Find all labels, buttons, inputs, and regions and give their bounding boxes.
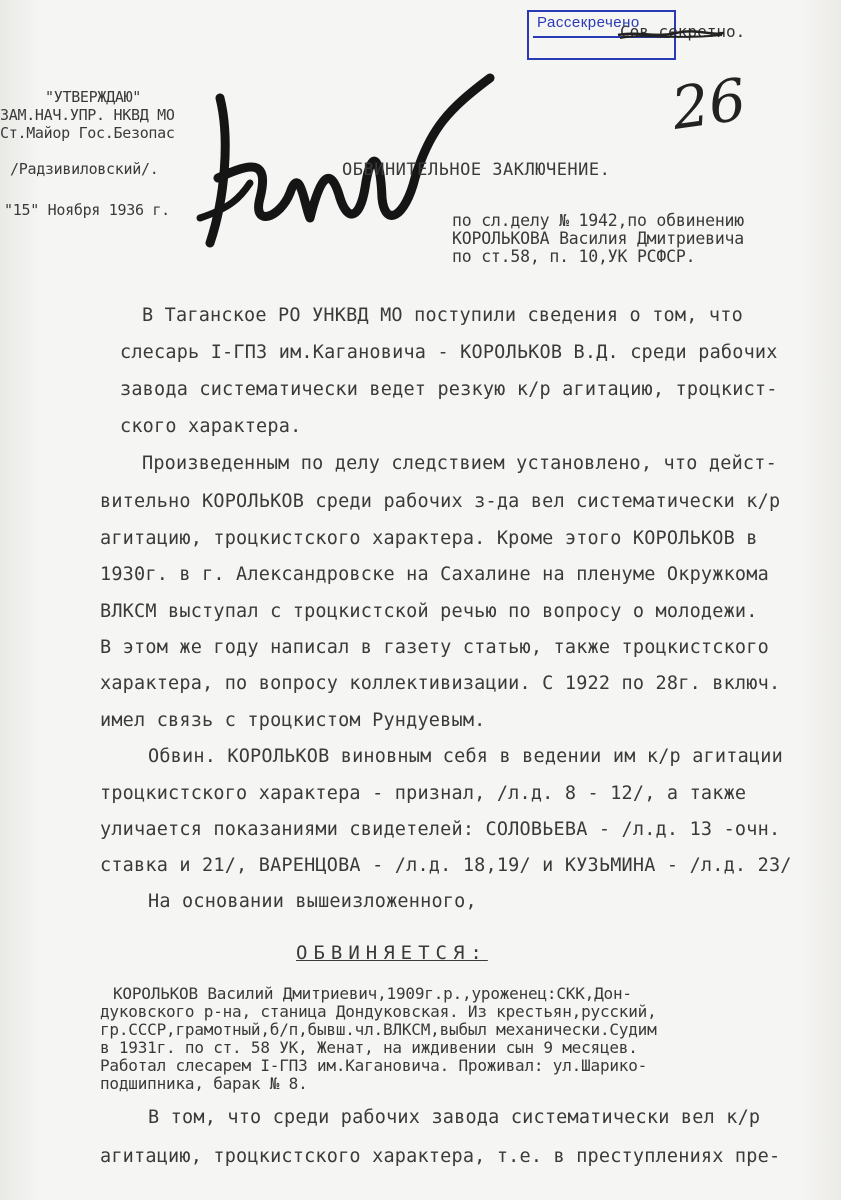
body-line: завода систематически ведет резкую к/р агитацию, троцкист- (120, 379, 778, 400)
accused-line: подшипника, барак № 8. (100, 1074, 308, 1093)
handwritten-page-number: 26 (667, 65, 751, 143)
body-line: агитацию, троцкистского характера. Кроме этого КОРОЛЬКОВ в (100, 528, 758, 549)
case-ref-line2: КОРОЛЬКОВА Василия Дмитриевича (452, 229, 745, 248)
body-line: характера, по вопросу коллективизации. С 1922 по 28г. включ. (100, 673, 781, 694)
body-line: ставка и 21/, ВАРЕНЦОВА - /л.д. 18,19/ и КУЗЬМИНА - /л.д. 23/ (100, 855, 792, 876)
accused-line: в 1931г. по ст. 58 УК, Женат, на иждивении сын 9 месяцев. (100, 1038, 638, 1057)
document-title: ОБВИНИТЕЛЬНОЕ ЗАКЛЮЧЕНИЕ. (342, 160, 611, 180)
body-line: В Таганское РО УНКВД МО поступили сведения о том, что (142, 305, 743, 326)
closing-line: агитацию, троцкистского характера, т.е. в преступлениях пре- (100, 1146, 781, 1167)
body-line: В этом же году написал в газету статью, также троцкистского (100, 637, 769, 658)
body-line: 1930г. в г. Александровске на Сахалине на пленуме Окружкома (100, 564, 769, 585)
body-line: троцкистского характера - признал, /л.д. 8 - 12/, а также (100, 783, 747, 804)
approval-line3: /Радзивиловский/. (10, 160, 159, 178)
body-line: Обвин. КОРОЛЬКОВ виновным себя в ведении им к/р агитации (148, 746, 783, 767)
approval-line2: Ст.Майор Гос.Безопас (0, 124, 175, 142)
approval-heading: "УТВЕРЖДАЮ" (45, 88, 142, 106)
body-line: ВЛКСМ выступал с троцкистской речью по вопросу о молодежи. (100, 601, 758, 622)
body-line: слесарь I-ГПЗ им.Кагановича - КОРОЛЬКОВ В.Д. среди рабочих (120, 342, 778, 363)
approval-line1: ЗАМ.НАЧ.УПР. НКВД МО (0, 106, 175, 124)
case-ref-line1: по сл.делу № 1942,по обвинению (452, 211, 745, 230)
body-line: вительно КОРОЛЬКОВ среди рабочих з-да вел систематически к/р (100, 491, 781, 512)
body-line: ского характера. (120, 416, 302, 437)
secrecy-mark: Сов.секретно. (620, 22, 746, 41)
body-line: На основании вышеизложенного, (148, 891, 477, 912)
accused-line: дуковского р-на, станица Дондуковская. Из крестьян,русский, (100, 1002, 657, 1021)
body-line: Произведенным по делу следствием установлено, что дейст- (142, 453, 777, 474)
accuses-heading: ОБВИНЯЕТСЯ: (296, 942, 488, 964)
closing-line: В том, что среди рабочих завода систематически вел к/р (148, 1107, 761, 1128)
body-line: уличается показаниями свидетелей: СОЛОВЬЕВА - /л.д. 13 -очн. (100, 819, 781, 840)
secrecy-strikethrough (616, 28, 726, 40)
accused-line: КОРОЛЬКОВ Василий Дмитриевич,1909г.р.,уроженец:СКК,Дон- (113, 984, 632, 1003)
accused-line: Работал слесарем I-ГПЗ им.Кагановича. Проживал: ул.Шарико- (100, 1056, 648, 1075)
accused-line: гр.СССР,грамотный,б/п,бывш.чл.ВЛКСМ,выбыл механически.Судим (100, 1020, 657, 1039)
stamp-label: Рассекречено (537, 14, 640, 31)
body-line: имел связь с троцкистом Рундуевым. (100, 710, 486, 731)
case-ref-line3: по ст.58, п. 10,УК РСФСР. (452, 247, 696, 266)
approval-date: "15" Ноября 1936 г. (4, 201, 170, 219)
